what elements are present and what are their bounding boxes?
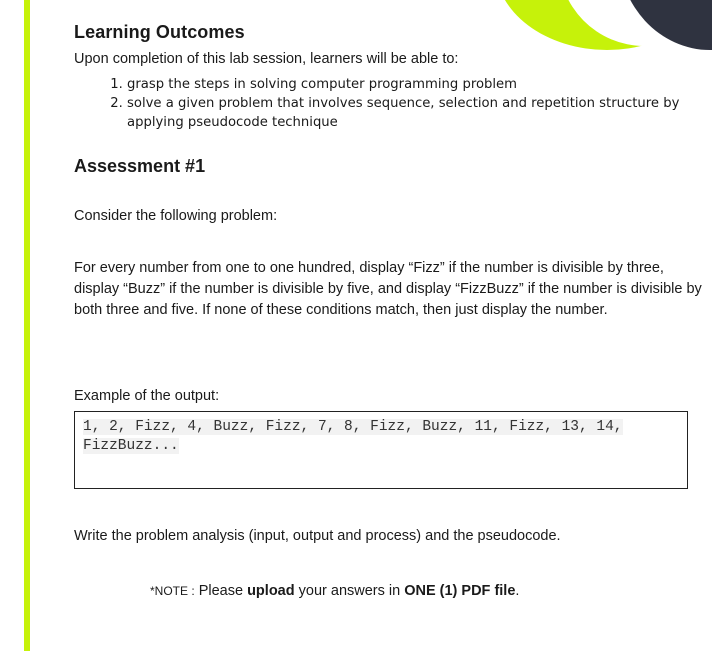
task-instruction: Write the problem analysis (input, output and process) and the pseudocode.: [74, 528, 561, 544]
note-bold-format: ONE (1) PDF file: [404, 583, 516, 599]
note-prefix: Please: [198, 583, 248, 599]
example-output-text: 1, 2, Fizz, 4, Buzz, Fizz, 7, 8, Fizz, Buzz, 11, Fizz, 13, 14, FizzBuzz...: [83, 419, 623, 454]
example-output-box: [74, 411, 688, 489]
example-label: Example of the output:: [74, 388, 220, 404]
consider-text: Consider the following problem:: [74, 208, 278, 224]
learning-outcomes-heading: Learning Outcomes: [74, 22, 245, 42]
learning-outcomes-list: [74, 75, 704, 132]
outcome-item: 1. grasp the steps in solving computer programming problem: [127, 75, 704, 94]
submission-note: [150, 583, 704, 599]
learning-outcomes-intro: Upon completion of this lab session, learners will be able to:: [74, 51, 459, 67]
assessment-heading: Assessment #1: [74, 156, 206, 176]
outcome-item: 2. solve a given problem that involves sequence, selection and repetition structure by applying pseudocode technique: [127, 94, 704, 132]
note-suffix: .: [515, 583, 520, 599]
note-bold-upload: upload: [247, 583, 295, 599]
left-accent-bar: [24, 0, 30, 651]
document-body: [74, 22, 704, 599]
note-tag: *NOTE :: [150, 584, 195, 598]
note-middle: your answers in: [294, 583, 405, 599]
problem-statement: For every number from one to one hundred, display “Fizz” if the number is divisible by three, display “Buzz” if the number is divisible by five, and display “FizzBuzz” if the number is divisible by both three and five. If none of these conditions match, then just display the number.: [74, 260, 702, 318]
